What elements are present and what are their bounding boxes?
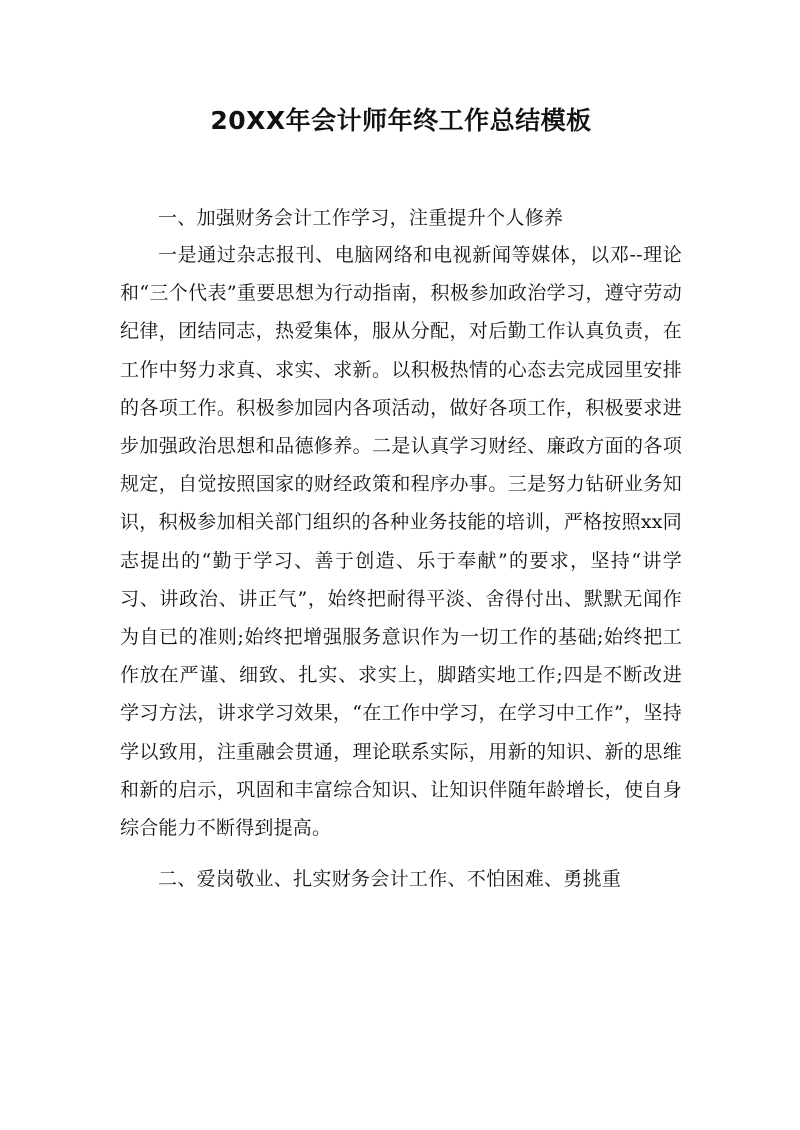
- section-1-body: 一是通过杂志报刊、电脑网络和电视新闻等媒体，以邓--理论和“三个代表”重要思想为行动指南，积极参加政治学习，遵守劳动纪律，团结同志，热爱集体，服从分配，对后勤工作认真负责，在工作中努力求真、求实、求新。以积极热情的心态去完成园里安排的各项工作。积极参加园内各项活动，做好各项工作，积极要求进步加强政治思想和品德修养。二是认真学习财经、廉政方面的各项规定，自觉按照国家的财经政策和程序办事。三是努力钻研业务知识，积极参加相关部门组织的各种业务技能的培训，严格按照xx同志提出的“勤于学习、善于创造、乐于奉献”的要求，坚持“讲学习、讲政治、讲正气”，始终把耐得平淡、舍得付出、默默无闻作为自已的准则;始终把增强服务意识作为一切工作的基础;始终把工作放在严谨、细致、扎实、求实上，脚踏实地工作;四是不断改进学习方法，讲求学习效果，“在工作中学习，在学习中工作”，坚持学以致用，注重融会贯通，理论联系实际，用新的知识、新的思维和新的启示，巩固和丰富综合知识、让知识伴随年龄增长，使自身综合能力不断得到提高。: [120, 244, 682, 840]
- document-page: [120, 0, 682, 897]
- section-2-heading: 二、爱岗敬业、扎实财务会计工作、不怕困难、勇挑重: [158, 868, 622, 891]
- section-1-heading: 一、加强财务会计工作学习，注重提升个人修养: [158, 207, 564, 229]
- document-title: 20XX年会计师年终工作总结模板: [210, 106, 592, 135]
